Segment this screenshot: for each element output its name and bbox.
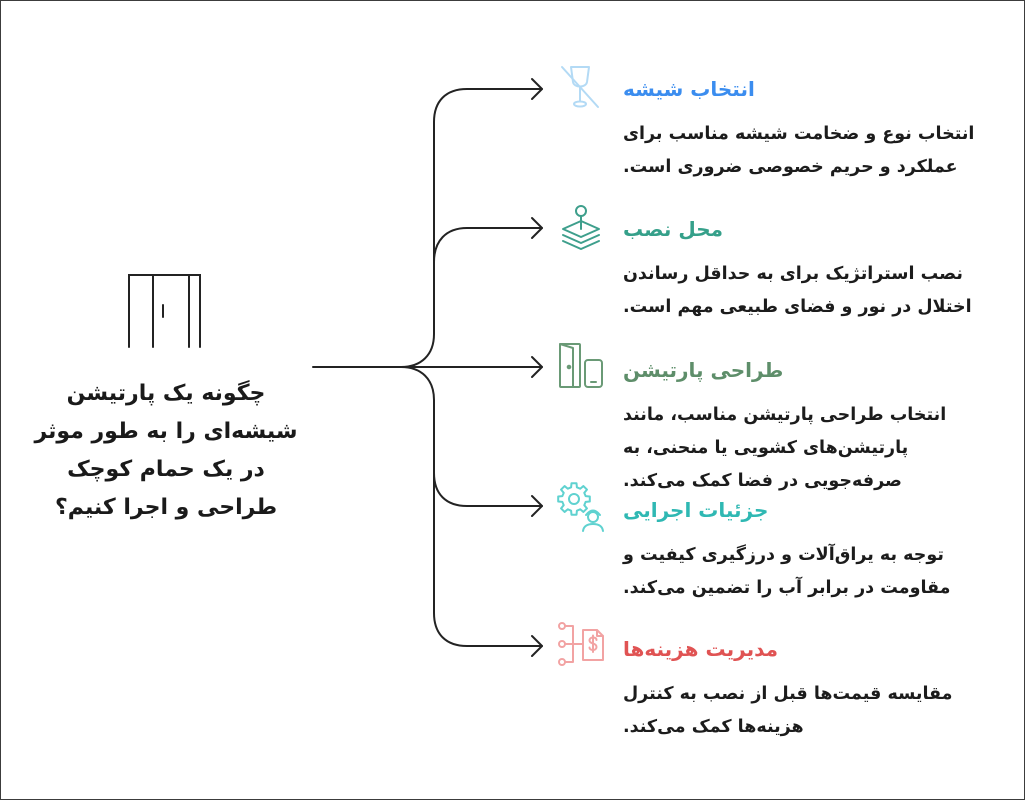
root-question [31,375,301,527]
branch-title: جزئیات اجرایی [623,498,769,522]
branch-description [623,399,1008,498]
question-line: طراحی و اجرا کنیم؟ [54,495,278,520]
branch-description-line: هزینه‌ها کمک می‌کند. [623,717,804,737]
branch-description-line: اختلال در نور و فضای طبیعی مهم است. [623,297,972,317]
gear-worker-icon [554,479,608,533]
no-glass-icon [559,64,601,110]
map-pin-layers-icon [556,203,606,253]
branch-description-line: نصب استراتژیک برای به حداقل رساندن [623,264,963,284]
branch-description [623,678,1008,744]
door-and-phone-icon [557,341,607,391]
branch-title: انتخاب شیشه [623,77,755,101]
question-line: شیشه‌ای را به طور موثر [34,419,298,444]
branch-cost-management [623,635,1008,744]
branch-title: طراحی پارتیشن [623,358,784,382]
branch-description-line: پارتیشن‌های کشویی یا منحنی، به [623,438,909,458]
branch-description-line: عملکرد و حریم خصوصی ضروری است. [623,157,958,177]
connector-branch-4 [434,473,542,506]
branch-description [623,539,1008,605]
question-line: چگونه یک پارتیشن [66,381,266,406]
branch-description-line: انتخاب طراحی پارتیشن مناسب، مانند [623,405,947,425]
branch-description [623,118,1008,184]
branch-description-line: توجه به یراق‌آلات و درزگیری کیفیت و [623,545,944,565]
branch-title: مدیریت هزینه‌ها [623,637,779,661]
glass-partition-door-icon [125,271,205,351]
branch-description-line: انتخاب نوع و ضخامت شیشه مناسب برای [623,124,975,144]
branch-installation-location [623,215,1008,324]
branch-glass-selection [623,75,1008,184]
branch-description-line: صرفه‌جویی در فضا کمک می‌کند. [623,471,902,491]
branch-description-line: مقایسه قیمت‌ها قبل از نصب به کنترل [623,684,953,704]
branch-title: محل نصب [623,217,723,241]
branch-execution-details [623,496,1008,605]
branch-description [623,258,1008,324]
question-line: در یک حمام کوچک [67,457,265,482]
connector-branch-2 [434,228,542,262]
branch-description-line: مقاومت در برابر آب را تضمین می‌کند. [623,578,951,598]
branch-partition-design [623,356,1008,498]
cost-flow-dollar-icon [557,620,607,670]
